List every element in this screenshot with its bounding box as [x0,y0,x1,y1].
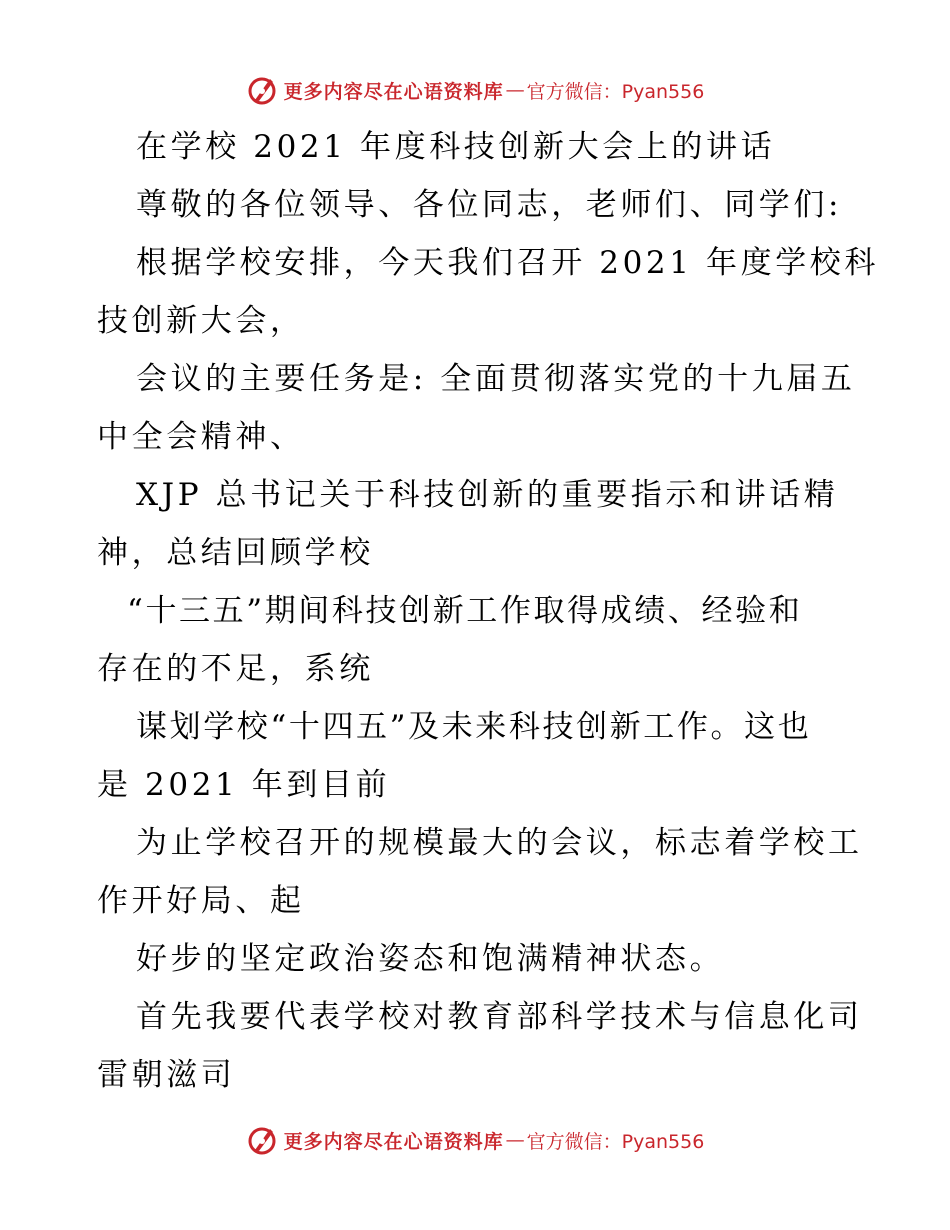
paragraph-line: 技创新大会， [97,303,305,339]
salutation: 尊敬的各位领导、各位同志，老师们、同学们: [136,187,843,223]
footer-banner [0,1120,950,1160]
header-banner [0,70,950,110]
banner-dash: — [505,1129,525,1151]
banner-brand: 更多内容尽在心语资料库 [283,80,504,103]
paragraph-line: 神，总结回顾学校 [97,535,374,571]
banner-contact: 官方微信：Pyan556 [526,80,705,103]
paragraph-line: 是 2021 年到目前 [97,767,391,803]
paragraph-line: 雷朝滋司 [97,1057,236,1093]
paragraph-line: 根据学校安排，今天我们召开 2021 年度学校科 [136,245,879,281]
banner-contact: 官方微信：Pyan556 [526,1130,705,1153]
paragraph-line: 为止学校召开的规模最大的会议，标志着学校工 [136,825,863,861]
paragraph-line: 首先我要代表学校对教育部科学技术与信息化司 [136,999,863,1035]
paragraph-line: 作开好局、起 [97,883,305,919]
quill-circle-logo-icon [246,1124,278,1156]
document-title: 在学校 2021 年度科技创新大会上的讲话 [136,129,776,165]
banner-brand: 更多内容尽在心语资料库 [283,1130,504,1153]
paragraph-line: 中全会精神、 [97,419,305,455]
document-body [97,118,879,1104]
paragraph-line: 好步的坚定政治姿态和饱满精神状态。 [136,941,725,977]
paragraph-line: “十三五”期间科技创新工作取得成绩、经验和 [127,593,803,629]
quill-circle-logo-icon [246,74,278,106]
paragraph-line: 会议的主要任务是: 全面贯彻落实党的十九届五 [136,361,856,397]
paragraph-line: 谋划学校“十四五”及未来科技创新工作。这也 [136,709,812,745]
paragraph-line: XJP 总书记关于科技创新的重要指示和讲话精 [136,477,839,513]
paragraph-line: 存在的不足，系统 [97,651,374,687]
banner-dash: — [505,79,525,101]
